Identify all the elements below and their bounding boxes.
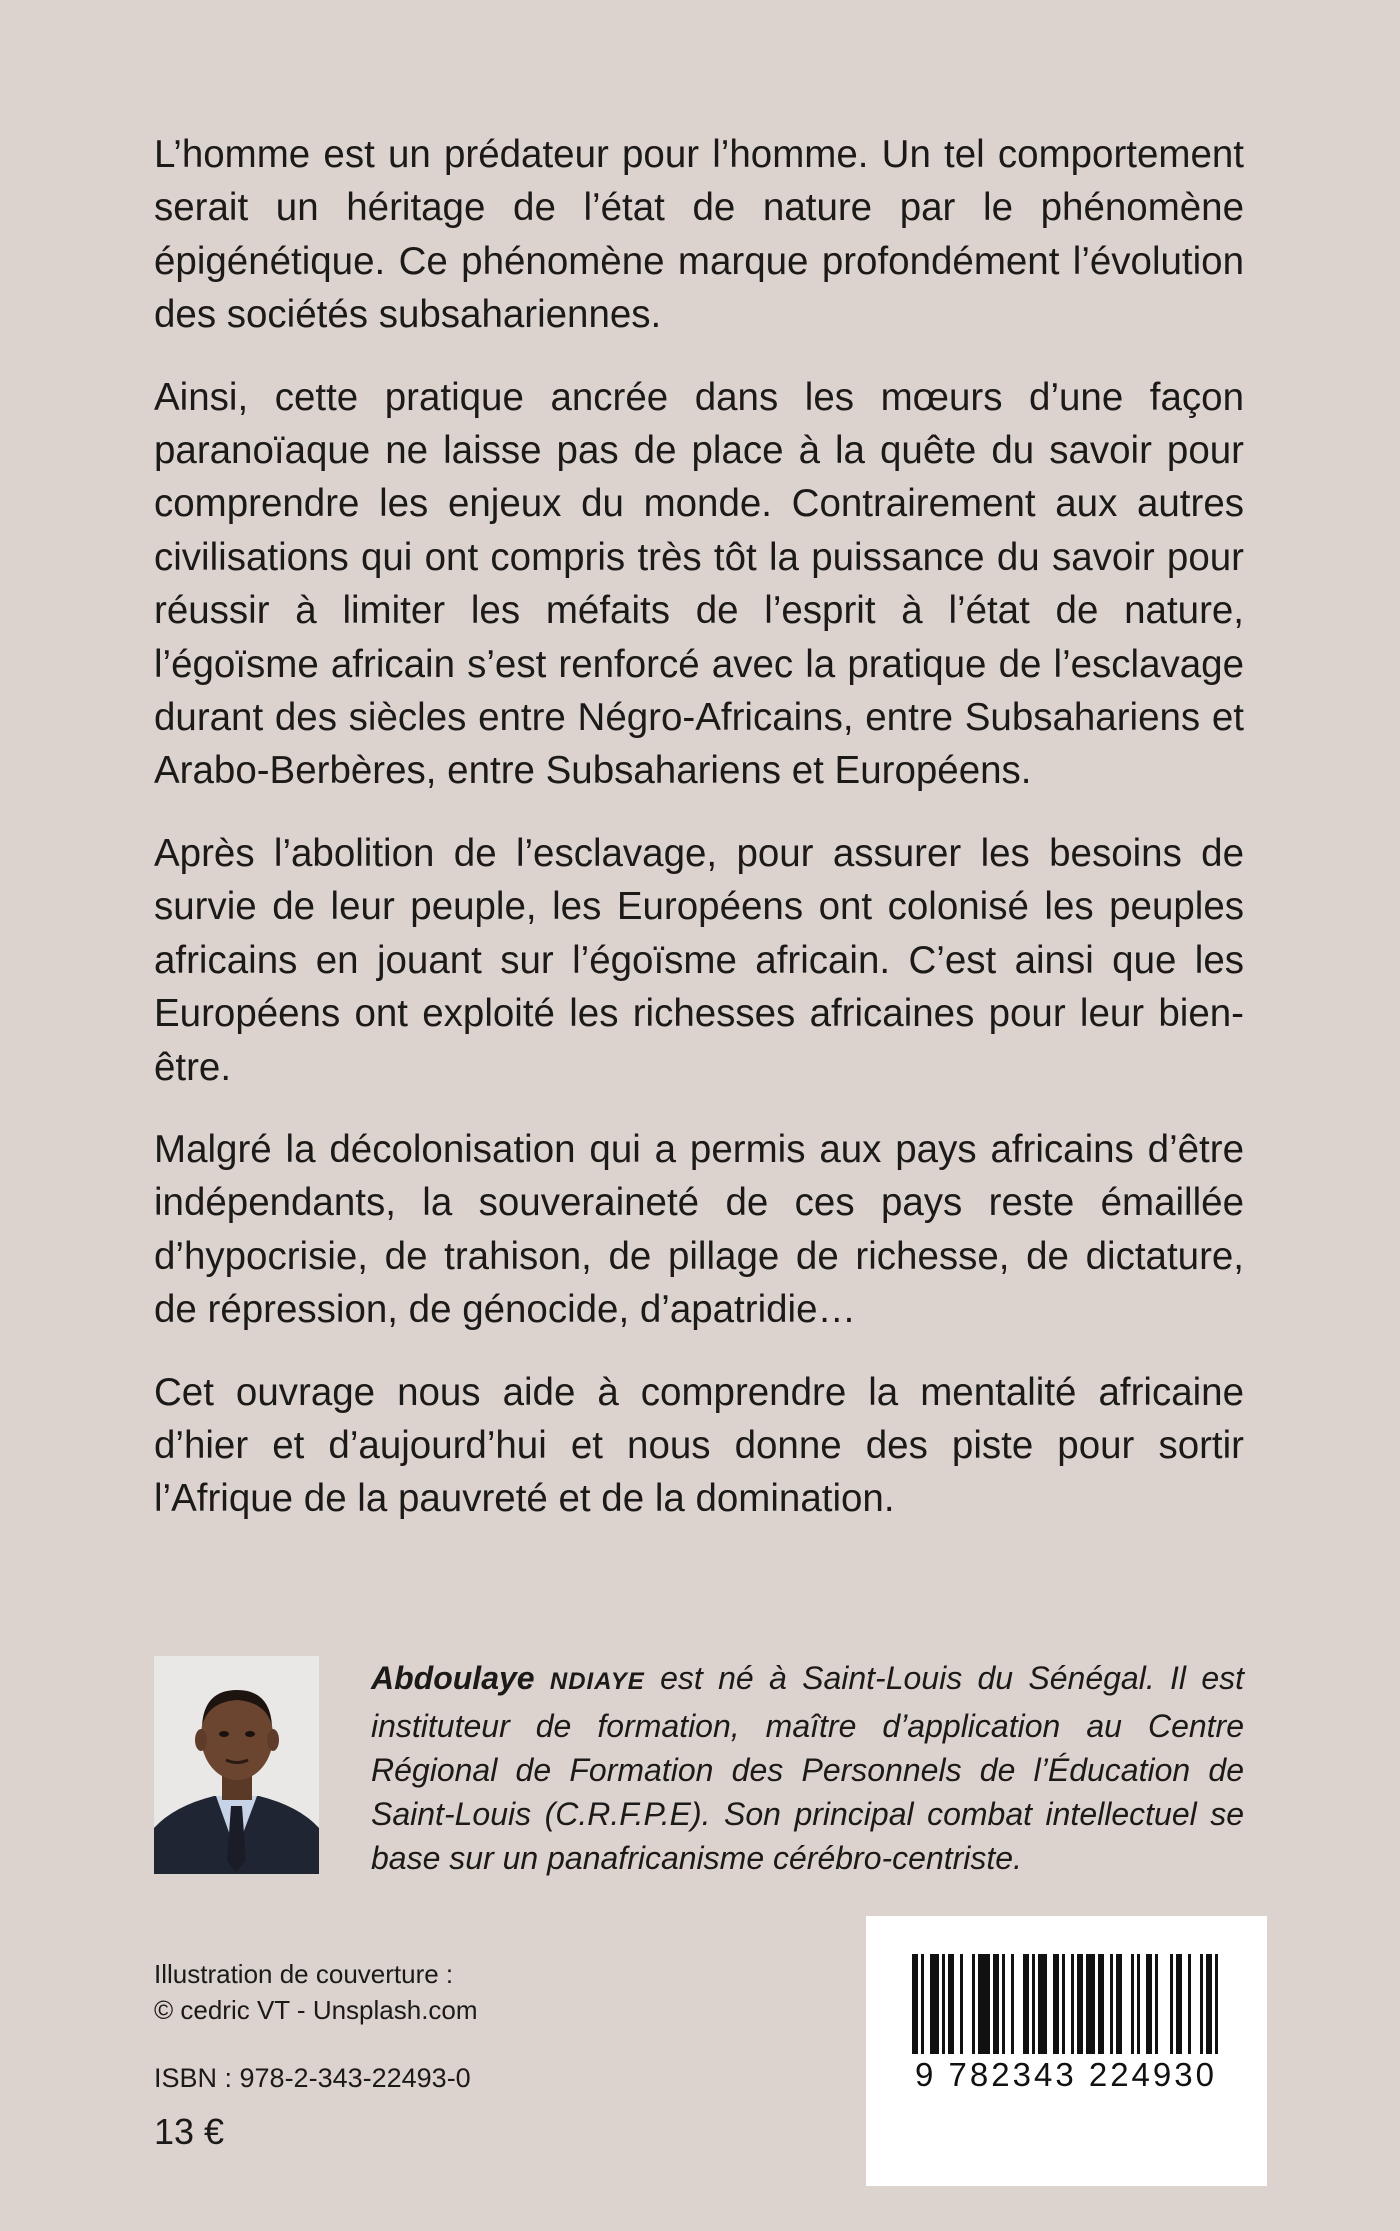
isbn-text: ISBN : 978-2-343-22493-0 bbox=[154, 2063, 471, 2093]
barcode-bar bbox=[1098, 1954, 1104, 2054]
barcode-bar bbox=[1116, 1954, 1122, 2054]
barcode-bar bbox=[921, 1954, 924, 2054]
barcode-bar bbox=[1155, 1954, 1158, 2054]
barcode-bar bbox=[912, 1954, 918, 2054]
price-text: 13 € bbox=[154, 2111, 225, 2152]
barcode-bar bbox=[1110, 1954, 1113, 2054]
barcode-bar bbox=[1215, 1954, 1218, 2054]
barcode-bar bbox=[1137, 1954, 1140, 2054]
barcode-bar bbox=[960, 1954, 963, 2054]
barcode-bar bbox=[1200, 1954, 1203, 2054]
barcode-bar bbox=[1032, 1954, 1035, 2054]
blurb-paragraph-5: Cet ouvrage nous aide à comprendre la mentalité africaine d’hier et d’aujourd’hui et nous donne des piste pour sortir l’Afrique de la pauvreté et de la domination. bbox=[154, 1370, 1244, 1521]
barcode-bar bbox=[1206, 1954, 1212, 2054]
barcode-bar bbox=[1077, 1954, 1083, 2054]
barcode-graphic bbox=[866, 1916, 1267, 2186]
blurb-paragraph-2: Ainsi, cette pratique ancrée dans les mœurs d’une façon paranoïaque ne laisse pas de place à la quête du savoir pour comprendre les enjeux du monde. Contrairement aux autres civilisations qui ont compris très tôt la puissance du savoir pour réussir à limiter les méfaits de l’esprit à l’état de nature, l’égoïsme africain s’est renforcé avec la pratique de l’esclavage durant des siècles entre Négro-Africains, entre Subsahariens et Arabo-Berbères, entre Subsahariens et Européens. bbox=[154, 375, 1244, 793]
barcode-bar bbox=[1023, 1954, 1029, 2054]
barcode-digits: 9 782343 224930 bbox=[915, 2056, 1217, 2093]
barcode-bar bbox=[948, 1954, 954, 2054]
barcode-bar bbox=[1146, 1954, 1152, 2054]
barcode-bar bbox=[1071, 1954, 1074, 2054]
barcode-bar bbox=[1038, 1954, 1047, 2054]
barcode-bar bbox=[1176, 1954, 1182, 2054]
blurb-paragraph-1: L’homme est un prédateur pour l’homme. Un tel comportement serait un héritage de l’état de nature par le phénomène épigénétique. Ce phénomène marque profondément l’évolution des sociétés subsahariennes. bbox=[154, 133, 1244, 337]
cover-credit bbox=[154, 1956, 478, 2028]
barcode-bar bbox=[1086, 1954, 1095, 2054]
barcode-bar bbox=[972, 1954, 975, 2054]
author-bio bbox=[371, 1656, 1244, 1880]
author-section bbox=[154, 1656, 1244, 1874]
credit-line-1: Illustration de couverture : bbox=[154, 1959, 454, 1989]
barcode-bar bbox=[978, 1954, 990, 2054]
barcode-bar bbox=[942, 1954, 945, 2054]
barcode-bar bbox=[1053, 1954, 1059, 2054]
barcode bbox=[866, 1916, 1267, 2186]
barcode-bar bbox=[1062, 1954, 1065, 2054]
author-bio-text: est né à Saint-Louis du Sénégal. Il est instituteur de formation, maître d’application au Centre Régional de Formation des Personnels de l’Éducation de Saint-Louis (C.R.F.P.E). Son principal combat intellectuel se base sur un panafricanisme cérébro-centriste. bbox=[371, 1660, 1245, 1876]
barcode-bar bbox=[1131, 1954, 1134, 2054]
barcode-bar bbox=[1011, 1954, 1014, 2054]
blurb-paragraph-4: Malgré la décolonisation qui a permis aux pays africains d’être indépendants, la souveraineté de ces pays reste émaillée d’hypocrisie, de trahison, de pillage de richesse, de dictature, de répression, de génocide, d’apatridie… bbox=[154, 1127, 1244, 1332]
author-first-name: Abdoulaye bbox=[371, 1660, 535, 1696]
blurb-text bbox=[154, 128, 1244, 1555]
author-photo bbox=[154, 1656, 319, 1874]
author-last-name: NDIAYE bbox=[549, 1668, 645, 1695]
barcode-bar bbox=[993, 1954, 999, 2054]
barcode-bar bbox=[930, 1954, 939, 2054]
credit-line-2: © cedric VT - Unsplash.com bbox=[154, 1995, 478, 2025]
barcode-bar bbox=[1170, 1954, 1173, 2054]
blurb-paragraph-3: Après l’abolition de l’esclavage, pour assurer les besoins de survie de leur peuple, les Européens ont colonisé les peuples africains en jouant sur l’égoïsme africain. C’est ainsi que les Européens ont exploité les richesses africaines pour leur bien-être. bbox=[154, 831, 1244, 1089]
barcode-bar bbox=[1002, 1954, 1005, 2054]
barcode-bar bbox=[1188, 1954, 1191, 2054]
